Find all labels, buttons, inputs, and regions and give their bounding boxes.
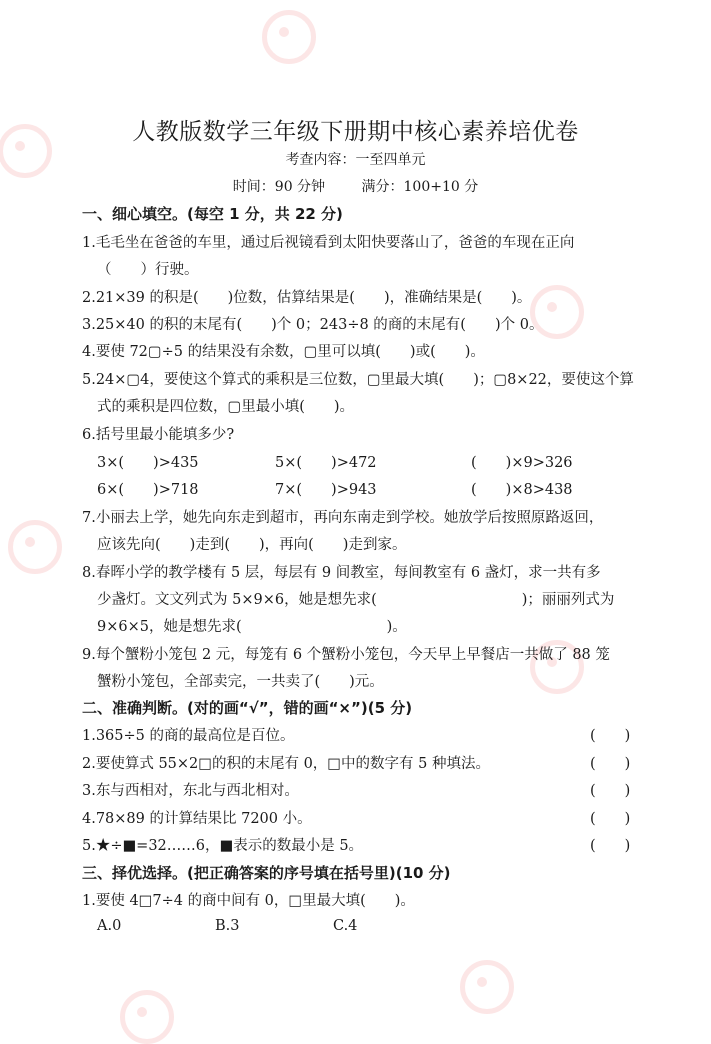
inequality: 5×( )>472 <box>275 455 377 471</box>
page-title: 人教版数学三年级下册期中核心素养培优卷 <box>132 119 579 145</box>
answer-blank[interactable]: ( ) <box>590 783 631 799</box>
watermark-logo-icon <box>460 960 514 1014</box>
question-line: 少盏灯。文文列式为 5×9×6，她是想先求( )；丽丽列式为 <box>97 592 615 608</box>
watermark-logo-icon <box>120 990 174 1044</box>
exam-score: 满分：100+10 分 <box>361 179 479 195</box>
exam-time: 时间：90 分钟 <box>232 179 326 195</box>
inequality: ( )×8>438 <box>471 482 573 498</box>
question-line: 2.21×39 的积是( )位数，估算结果是( )，准确结果是( )。 <box>82 290 532 306</box>
question-line: 4.要使 72▢÷5 的结果没有余数，▢里可以填( )或( )。 <box>82 344 485 360</box>
answer-blank[interactable]: ( ) <box>590 811 631 827</box>
judge-item: 4.78×89 的计算结果比 7200 小。 <box>82 811 312 827</box>
option-a[interactable]: A.0 <box>97 918 122 934</box>
inequality: ( )×9>326 <box>471 455 573 471</box>
question-line: （ ）行驶。 <box>97 262 199 278</box>
section-heading: 三、择优选择。(把正确答案的序号填在括号里)(10 分) <box>82 864 451 882</box>
question-line: 蟹粉小笼包，全部卖完，一共卖了( )元。 <box>97 674 384 690</box>
question-line: 8.春晖小学的教学楼有 5 层，每层有 9 间教室，每间教室有 6 盏灯，求一共有多 <box>82 565 601 581</box>
question-line: 应该先向( )走到( )，再向( )走到家。 <box>97 537 407 553</box>
option-c[interactable]: C.4 <box>333 918 358 934</box>
question-line: 7.小丽去上学，她先向东走到超市，再向东南走到学校。她放学后按照原路返回， <box>82 510 604 526</box>
inequality: 6×( )>718 <box>97 482 199 498</box>
answer-blank[interactable]: ( ) <box>590 756 631 772</box>
watermark-logo-icon <box>8 520 62 574</box>
question-line: 1.要使 4□7÷4 的商中间有 0，□里最大填( )。 <box>82 893 415 909</box>
exam-info <box>0 176 711 196</box>
inequality: 7×( )>943 <box>275 482 377 498</box>
question-line: 9.每个蟹粉小笼包 2 元，每笼有 6 个蟹粉小笼包，今天早上早餐店一共做了 88 笼 <box>82 647 610 663</box>
question-line: 3.25×40 的积的末尾有( )个 0；243÷8 的商的末尾有( )个 0。 <box>82 317 544 333</box>
judge-item: 5.★÷■=32……6，■表示的数最小是 5。 <box>82 838 364 854</box>
question-line: 9×6×5，她是想先求( )。 <box>97 619 407 635</box>
section-heading: 一、细心填空。(每空 1 分，共 22 分) <box>82 205 343 223</box>
judge-item: 3.东与西相对，东北与西北相对。 <box>82 783 299 799</box>
answer-blank[interactable]: ( ) <box>590 838 631 854</box>
choice-options <box>97 918 451 934</box>
watermark-logo-icon <box>262 10 316 64</box>
question-line: 6.括号里最小能填多少? <box>82 427 235 443</box>
question-line: 1.毛毛坐在爸爸的车里，通过后视镜看到太阳快要落山了，爸爸的车现在正向 <box>82 235 575 251</box>
judge-item: 2.要使算式 55×2□的积的末尾有 0，□中的数字有 5 种填法。 <box>82 756 490 772</box>
answer-blank[interactable]: ( ) <box>590 728 631 744</box>
question-line: 5.24×▢4，要使这个算式的乘积是三位数，▢里最大填( )；▢8×22，要使这个算 <box>82 372 634 388</box>
exam-scope: 考查内容：一至四单元 <box>285 152 426 168</box>
question-line: 式的乘积是四位数，▢里最小填( )。 <box>97 399 355 415</box>
option-b[interactable]: B.3 <box>215 918 240 934</box>
inequality: 3×( )>435 <box>97 455 199 471</box>
section-heading: 二、准确判断。(对的画“√”，错的画“×”)(5 分) <box>82 699 413 717</box>
judge-item: 1.365÷5 的商的最高位是百位。 <box>82 728 295 744</box>
